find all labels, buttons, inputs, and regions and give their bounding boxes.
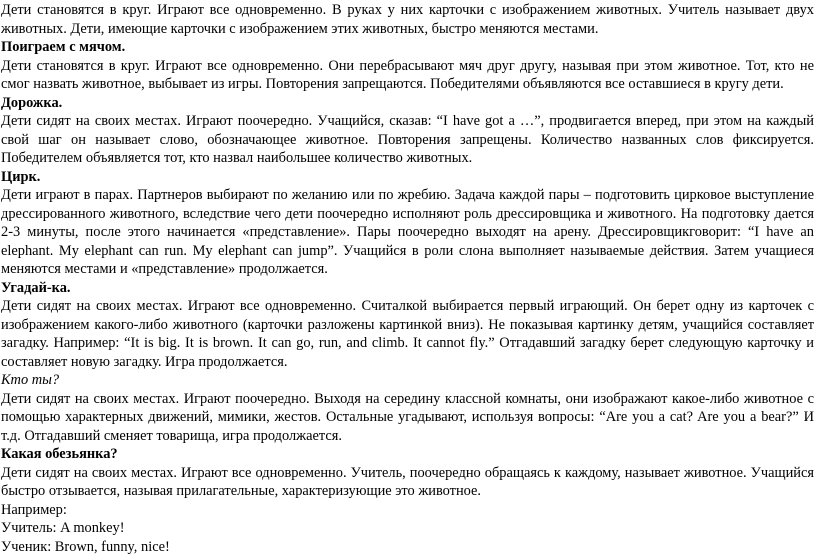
intro-paragraph: Дети становятся в круг. Играют все одновременно. В руках у них карточки с изображением животных. Учитель называет двух животных. Дети, имеющие карточки с изображением этих животных, быстро меняются местами. xyxy=(1,2,814,37)
teacher-line: Учитель: A monkey! xyxy=(1,520,125,536)
ball-game-paragraph: Дети становятся в круг. Играют все одновременно. Они перебрасывают мяч друг другу, называя при этом животное. Тот, кто не смог назвать животное, выбывает из игры. Повторения запрещаются. Победителями объявляются все оставшиеся в кругу дети. xyxy=(1,57,814,92)
circus-game-paragraph: Дети играют в парах. Партнеров выбирают по желанию или по жребию. Задача каждой пары – подготовить цирковое выступление дрессированного животного, вследствие чего дети поочередно исполняют роль дрессировщика и животного. На подготовку дается 2-3 минуты, после этого начинается «представление». Пары поочередно выходят на арену. Дрессировщикговорит: “I have an elephant. My elephant can run. My elephant can jump”. Учащийся в роли слона выполняет называемые действия. Затем учащиеся меняются местами и «представление» продолжается. xyxy=(1,187,814,277)
monkey-game-paragraph: Дети сидят на своих местах. Играют все одновременно. Учитель, поочередно обращаясь к каждому, называет животное. Учащийся быстро отзывается, называя прилагательные, характеризующие это животное. xyxy=(1,464,814,499)
heading-ball-game: Поиграем с мячом. xyxy=(1,39,126,55)
pupil-line: Ученик: Brown, funny, nice! xyxy=(1,538,170,555)
who-are-you-paragraph: Дети сидят на своих местах. Играют поочередно. Выходя на середину классной комнаты, они изображают какое-либо животное с помощью характерных движений, мимики, жестов. Остальные угадывают, используя вопросы: “Are you a cat? Are you a bear?” И т.д. Отгадавший сменяет товарища, игра продолжается. xyxy=(1,390,814,444)
guess-game-paragraph: Дети сидят на своих местах. Играют все одновременно. Считалкой выбирается первый играющий. Он берет одну из карточек с изображением какого-либо животного (карточки разложены картинкой вниз). Не показывая картинку детям, учащийся составляет загадку. Например: “It is big. It is brown. It can go, run, and climb. It cannot fly.” Отгадавший загадку берет следующую карточку и составляет новую загадку. Игра продолжается. xyxy=(1,298,814,370)
heading-guess-game: Угадай-ка. xyxy=(1,279,71,296)
heading-circus-game: Цирк. xyxy=(1,168,41,185)
heading-who-are-you: Кто ты? xyxy=(1,372,60,388)
heading-path-game: Дорожка. xyxy=(1,94,63,111)
path-game-paragraph: Дети сидят на своих местах. Играют поочередно. Учащийся, сказав: “I have got a …”, продвигается вперед, при этом на каждый свой шаг он называет слово, обозначающее животное. Повторения запрещены. Количество названных слов фиксируется. Победителем объявляется тот, кто назвал наибольшее количество животных. xyxy=(1,113,814,166)
example-label: Например: xyxy=(1,501,67,518)
heading-monkey-game: Какая обезьянка? xyxy=(1,446,118,462)
